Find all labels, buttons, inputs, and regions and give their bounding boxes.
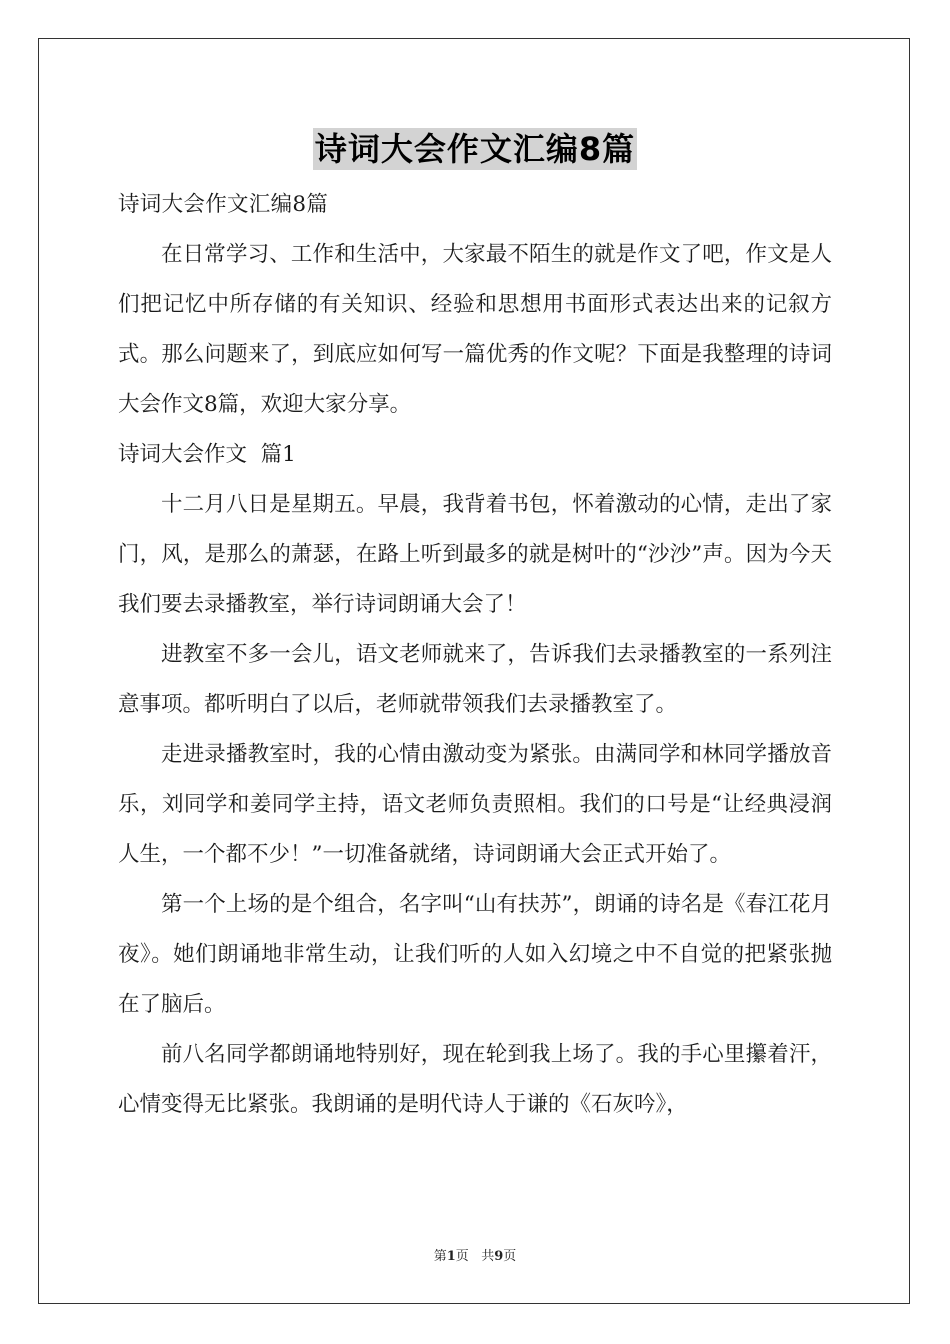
page-footer <box>0 1245 950 1264</box>
body-paragraph-5: 前八名同学都朗诵地特别好，现在轮到我上场了。我的手心里攥着汗，心情变得无比紧张。我朗诵的是明代诗人于谦的《石灰吟》， <box>118 1042 832 1117</box>
page-mid: 页 共 <box>455 1249 495 1264</box>
body-paragraph-3: 走进录播教室时，我的心情由激动变为紧张。由满同学和林同学播放音乐，刘同学和姜同学主持，语文老师负责照相。我们的口号是“让经典浸润人生，一个都不少！”一切准备就绪，诗词朗诵大会正式开始了。 <box>118 742 832 867</box>
document-title: 诗词大会作文汇编8篇 <box>314 130 636 168</box>
body-paragraph-1: 十二月八日是星期五。早晨，我背着书包，怀着激动的心情，走出了家门，风，是那么的萧瑟，在路上听到最多的就是树叶的“沙沙”声。因为今天我们要去录播教室，举行诗词朗诵大会了！ <box>118 492 832 617</box>
page-total: 9 <box>494 1249 504 1264</box>
page-suffix: 页 <box>503 1249 517 1264</box>
page-prefix: 第 <box>433 1249 447 1264</box>
document-body <box>118 180 832 1130</box>
body-paragraph-4: 第一个上场的是个组合，名字叫“山有扶苏”，朗诵的诗名是《春江花月夜》。她们朗诵地非常生动，让我们听的人如入幻境之中不自觉的把紧张抛在了脑后。 <box>118 892 832 1017</box>
body-paragraph-2: 进教室不多一会儿，语文老师就来了，告诉我们去录播教室的一系列注意事项。都听明白了以后，老师就带领我们去录播教室了。 <box>118 642 832 717</box>
section-heading: 诗词大会作文 篇1 <box>118 442 296 467</box>
document-subtitle: 诗词大会作文汇编8篇 <box>118 192 329 217</box>
page-current: 1 <box>446 1249 456 1264</box>
intro-paragraph: 在日常学习、工作和生活中，大家最不陌生的就是作文了吧，作文是人们把记忆中所存储的有关知识、经验和思想用书面形式表达出来的记叙方式。那么问题来了，到底应如何写一篇优秀的作文呢？下面是我整理的诗词大会作文8篇，欢迎大家分享。 <box>118 242 832 417</box>
title-area <box>0 128 950 170</box>
